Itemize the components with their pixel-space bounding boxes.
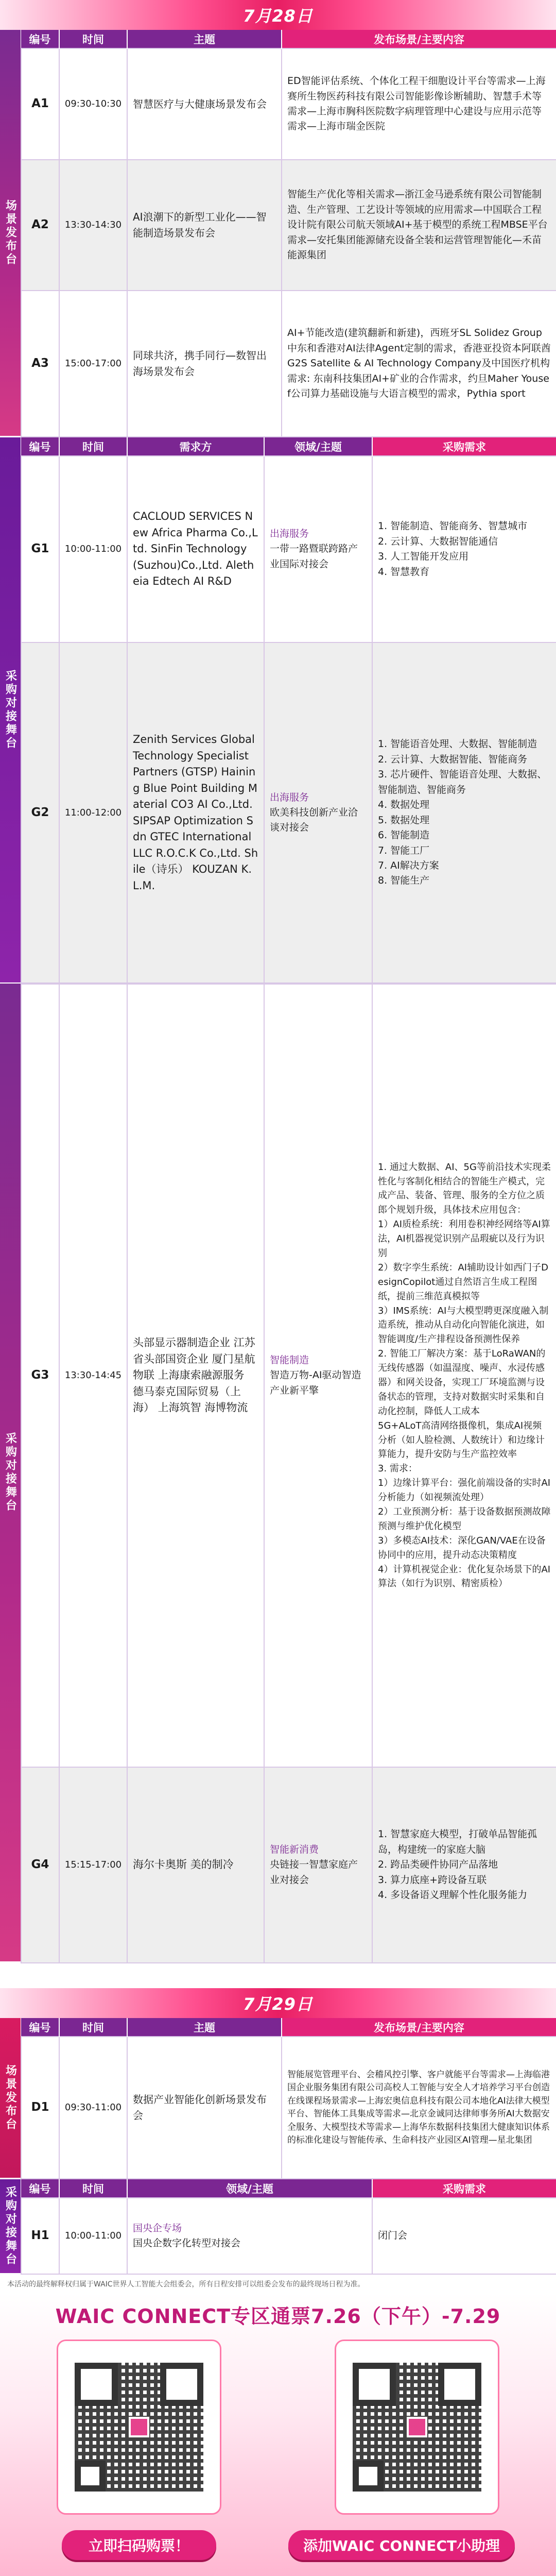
row-needs: 1. 智能语音处理、大数据、智能制造 2. 云计算、大数据智能、智能商务 3. 芯片硬件、智能语音处理、大数据、智能制造、智能商务 4. 数据处理 5. 数据处理 6. 智能制造 7. 智能工厂 7. AI解决方案 8. 智能生产 bbox=[372, 642, 556, 983]
table-row bbox=[21, 642, 556, 983]
header-topic: 主题 bbox=[127, 30, 282, 48]
row-time: 13:30-14:45 bbox=[59, 984, 127, 1767]
header-needs: 采购需求 bbox=[372, 2179, 556, 2198]
row-needs: 闭门会 bbox=[372, 2198, 556, 2274]
table-row bbox=[21, 1767, 556, 1963]
row-content: 智能生产优化等相关需求—浙江金马逊系统有限公司智能制造、生产管理、工艺设计等领域的应用需求—中国联合工程设计院有限公司航天领域AI+基于模型的系统工程MBSE平台需求—安托集团能源储充设备全装和运营管理智能化—禾苗能源集团 bbox=[282, 160, 556, 291]
table-row bbox=[21, 160, 556, 291]
table-header bbox=[21, 2179, 556, 2198]
row-code: G3 bbox=[21, 984, 59, 1767]
row-demander: 头部显示器制造企业 江苏省头部国资企业 厦门星航物联 上海康索融源服务 德马泰克国际贸易（上海） 上海筑智 海博物流 bbox=[127, 984, 264, 1767]
table-header bbox=[21, 437, 556, 456]
row-demander: Zenith Services Global Technology Specialist Partners (GTSP) Haining Blue Point Building Material CO3 AI Co.,Ltd. SIPSAP Optimization Sdn GTEC International LLC R.O.C.K Co.,Ltd. Shile（诗乐） KOUZAN K.L.M. bbox=[127, 642, 264, 983]
domain-theme: 智造万物-AI驱动智造产业新平擎 bbox=[270, 1369, 361, 1396]
footnote: 本活动的最终解释权归属于WAIC世界人工智能大会组委会，所有日程安排可以组委会发布的最终现场日程为准。 bbox=[7, 2280, 365, 2289]
day1-matching-section-2 bbox=[0, 984, 556, 1963]
row-topic: AI浪潮下的新型工业化——智能制造场景发布会 bbox=[127, 160, 282, 291]
row-domain bbox=[127, 2198, 372, 2274]
release-table-day2 bbox=[21, 2018, 556, 2179]
row-time: 11:00-12:00 bbox=[59, 642, 127, 983]
row-code: A2 bbox=[21, 160, 59, 291]
table-row bbox=[21, 48, 556, 160]
domain-theme: 国央企数字化转型对接会 bbox=[133, 2238, 241, 2249]
row-code: G1 bbox=[21, 456, 59, 642]
day2-release-section bbox=[0, 2018, 556, 2179]
domain-tag: 出海服务 bbox=[270, 791, 309, 803]
row-needs: 1. 智能制造、智能商务、智慧城市 2. 云计算、大数据智能通信 3. 人工智能开发应用 4. 智慧教育 bbox=[372, 456, 556, 642]
row-code: G2 bbox=[21, 642, 59, 983]
header-demander: 需求方 bbox=[127, 437, 264, 456]
header-code: 编号 bbox=[21, 2179, 59, 2198]
domain-tag: 国央企专场 bbox=[133, 2222, 182, 2234]
matching-table-1 bbox=[21, 437, 556, 984]
promo-title: WAIC CONNECT专区通票7.26（下午）-7.29 bbox=[55, 2305, 501, 2328]
domain-tag: 智能制造 bbox=[270, 1354, 309, 1366]
row-time: 10:00-11:00 bbox=[59, 456, 127, 642]
row-demander: 海尔卡奥斯 美的制冷 bbox=[127, 1767, 264, 1963]
row-needs: 1. 智慧家庭大模型，打破单品智能孤岛，构建统一的家庭大脑 2. 跨品类硬件协同产品落地 3. 算力底座+跨设备互联 4. 多设备语义理解个性化服务能力 bbox=[372, 1767, 556, 1963]
table-header bbox=[21, 2018, 556, 2037]
table-row bbox=[21, 291, 556, 437]
domain-tag: 出海服务 bbox=[270, 528, 309, 540]
header-needs: 采购需求 bbox=[372, 437, 556, 456]
table-row bbox=[21, 984, 556, 1767]
date-day1: 7月28日 bbox=[243, 6, 313, 26]
promo-section bbox=[0, 2293, 556, 2576]
domain-tag: 智能新消费 bbox=[270, 1843, 319, 1855]
row-time: 10:00-11:00 bbox=[59, 2198, 127, 2274]
buy-ticket-button[interactable]: 立即扫码购票！ bbox=[62, 2530, 216, 2560]
header-time: 时间 bbox=[59, 2018, 127, 2037]
row-code: H1 bbox=[21, 2198, 59, 2274]
row-domain bbox=[264, 456, 372, 642]
header-time: 时间 bbox=[59, 437, 127, 456]
day1-release-section bbox=[0, 30, 556, 437]
row-topic: 智慧医疗与大健康场景发布会 bbox=[127, 48, 282, 160]
row-time: 09:30-11:00 bbox=[59, 2037, 127, 2179]
domain-theme: 一带一路暨联跨路产业国际对接会 bbox=[270, 543, 358, 570]
row-code: A1 bbox=[21, 48, 59, 160]
header-topic: 主题 bbox=[127, 2018, 282, 2037]
date-banner-day1 bbox=[0, 0, 556, 30]
row-code: D1 bbox=[21, 2037, 59, 2179]
matching-table-2 bbox=[21, 984, 556, 1963]
ticket-qr-card[interactable] bbox=[57, 2340, 221, 2515]
assistant-qr-code-icon[interactable] bbox=[353, 2363, 481, 2492]
table-header bbox=[21, 30, 556, 48]
row-content: 智能展览管理平台、会稽风控引擎、客户就能平台等需求—上海临港国企业服务集团有限公司高校人工智能与安全人才培养学习平台创造在线课程场景需求—上海宏奥信息科技有限公司本地化AI法律大模型平台、智能体工具集成等需求—北京金诚同达律师事务所AI大数据安全服务、大模型技术等需求—上海华东数据科技集团大健康知识体系的标准化建设与智能传承、生命科技产业园区AI管理—星北集团 bbox=[282, 2037, 556, 2179]
table-row bbox=[21, 456, 556, 642]
header-code: 编号 bbox=[21, 437, 59, 456]
release-table bbox=[21, 30, 556, 437]
header-content: 发布场景/主要内容 bbox=[282, 2018, 556, 2037]
row-time: 15:15-17:00 bbox=[59, 1767, 127, 1963]
side-label-release: 场景发布台 bbox=[0, 30, 21, 437]
row-needs: 1. 通过大数据、AI、5G等前沿技术实现柔性化与客制化相结合的智能生产模式，完成产品、装备、管理、服务的全方位之质郎个规划升级，具体技术应用包含： 1）AI质检系统：利用卷积神经网络等AI算法，AI机器视觉识别产品瑕疵以及行为识别 2）数字孪生系统：AI辅助设计如西门子DesignCopilot通过自然语言生成工程图纸，提前三维范真模拟等 3）IMS系统：AI与大模型聘更深度融入制造系统，推动从自动化向智能化演进，如智能调度/生产排程设备预测性保养 2. 智能工厂解决方案：基于LoRaWAN的无线传感器（如温湿度、噪声、水浸传感器）和网关设备，实现工厂环境监测与设备状态的管理，支持对数据实时采集和自动化控制，降低人工成本 5G+ALoT高清网络摄像机，集成AI视频分析（如人脸检测、人数统计）和边缘计算能力，提升安防与生产监控效率 3. 需求： 1）边缘计算平台：强化前端设备的实时AI分析能力（如视频流处理） 2）工业预测分析：基于设备数据预测故障预测与维护优化模型 3）多模态AI技术：深化GAN/VAE在设备协同中的应用，提升动态决策精度 4）计算机视觉企业：优化复杂场景下的AI算法（如行为识别、精密质检） bbox=[372, 984, 556, 1767]
row-domain bbox=[264, 1767, 372, 1963]
header-content: 发布场景/主要内容 bbox=[282, 30, 556, 48]
row-content: AI+节能改造(建筑翻新和新建)，西班牙SL Solidez Group中东和香港对AI法律Agent定制的需求，香港亚投资本阿联酋G2S Satellite & AI Technology Company及中国医疗机构需求: 东南科技集团AI+矿业的合作需求，约旦Maher Yousef公司算力基础设施与大语言模型的需求，Pythia sport bbox=[282, 291, 556, 437]
row-time: 09:30-10:30 bbox=[59, 48, 127, 160]
header-code: 编号 bbox=[21, 2018, 59, 2037]
row-time: 13:30-14:30 bbox=[59, 160, 127, 291]
domain-theme: 欧美科技创新产业洽谈对接会 bbox=[270, 806, 358, 834]
row-code: A3 bbox=[21, 291, 59, 437]
add-assistant-button[interactable]: 添加WAIC CONNECT小助理 bbox=[288, 2530, 515, 2560]
header-domain: 领域/主题 bbox=[264, 437, 372, 456]
header-domain: 领域/主题 bbox=[127, 2179, 372, 2198]
day2-matching-section bbox=[0, 2179, 556, 2275]
side-label-release-day2: 场景发布台 bbox=[0, 2018, 21, 2179]
header-time: 时间 bbox=[59, 2179, 127, 2198]
row-content: ED智能评估系统、个体化工程干细胞设计平台等需求—上海赛所生物医药科技有限公司智能影像诊断辅助、智慧手术等需求—上海市胸科医院数字病理管理中心建设与应用示范等需求—上海市瑞金医院 bbox=[282, 48, 556, 160]
side-label-matching: 采购对接舞台 bbox=[0, 437, 21, 984]
row-topic: 同球共济，携手同行—数智出海场景发布会 bbox=[127, 291, 282, 437]
domain-theme: 央链接一智慧家庭产业对接会 bbox=[270, 1859, 358, 1886]
row-domain bbox=[264, 642, 372, 983]
table-row bbox=[21, 2037, 556, 2179]
table-row bbox=[21, 2198, 556, 2274]
row-code: G4 bbox=[21, 1767, 59, 1963]
ticket-qr-code-icon[interactable] bbox=[75, 2363, 203, 2492]
side-label-matching-day2: 采购对接舞台 bbox=[0, 2179, 21, 2274]
day1-matching-section-1 bbox=[0, 437, 556, 984]
date-banner-day2 bbox=[0, 1988, 556, 2018]
header-time: 时间 bbox=[59, 30, 127, 48]
side-label-matching-2: 采购对接舞台 bbox=[0, 984, 21, 1962]
header-code: 编号 bbox=[21, 30, 59, 48]
date-day2: 7月29日 bbox=[243, 1994, 313, 2014]
assistant-qr-card[interactable] bbox=[335, 2340, 499, 2515]
row-domain bbox=[264, 984, 372, 1767]
row-demander: CACLOUD SERVICES New Africa Pharma Co.,Ltd. SinFin Technology (Suzhou)Co.,Ltd. Aletheia Edtech AI R&D bbox=[127, 456, 264, 642]
row-time: 15:00-17:00 bbox=[59, 291, 127, 437]
matching-table-day2 bbox=[21, 2179, 556, 2275]
spacer bbox=[0, 1963, 556, 1988]
row-topic: 数据产业智能化创新场景发布会 bbox=[127, 2037, 282, 2179]
